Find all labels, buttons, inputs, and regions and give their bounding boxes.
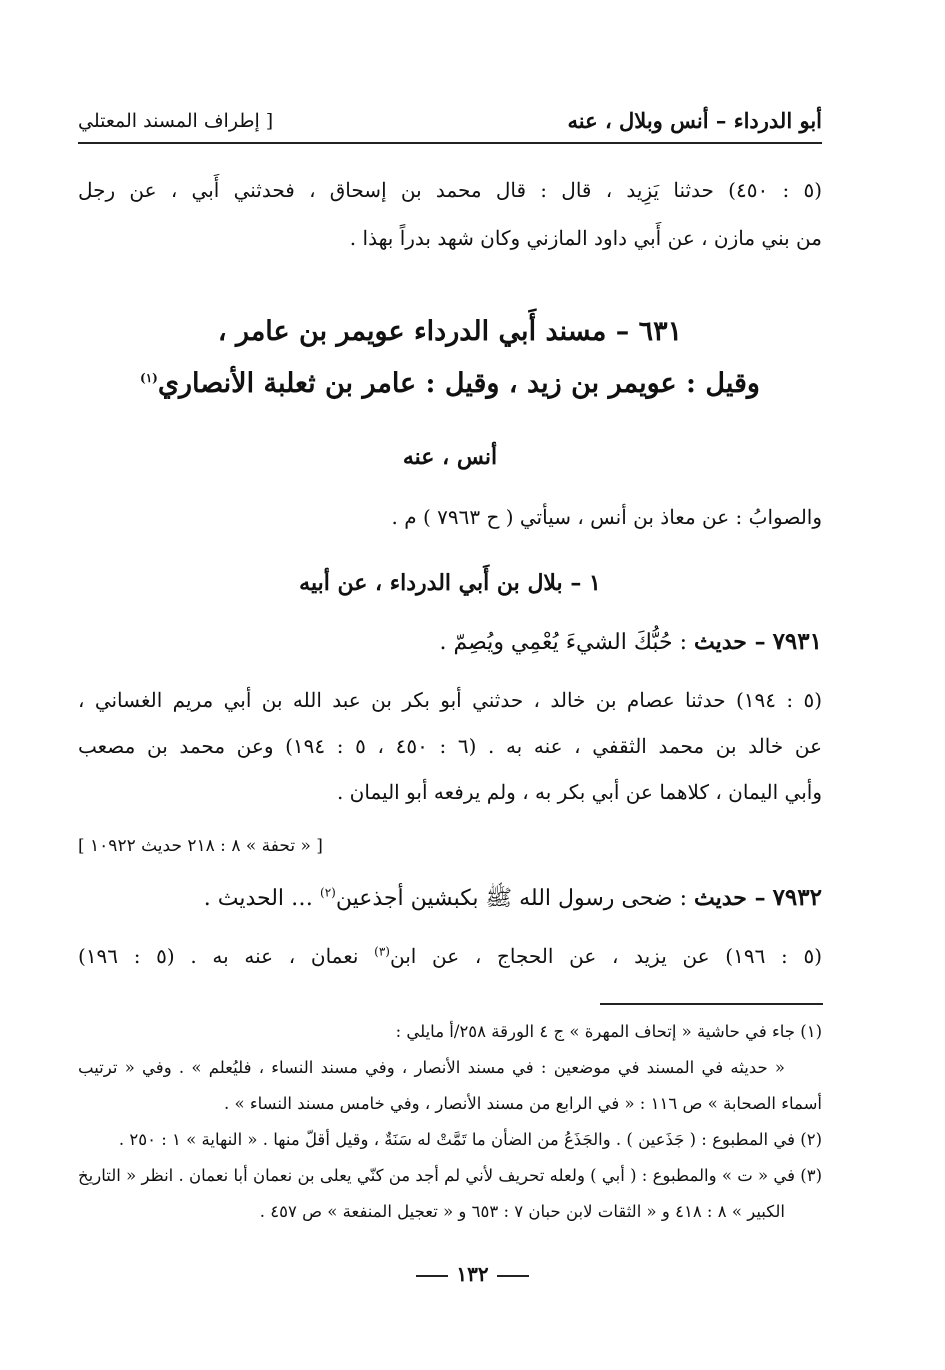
hadith-number: ٧٩٣٢: [772, 884, 822, 911]
musnad-title-text: وقيل : عويمر بن زيد ، وقيل : عامر بن ثعلبة الأنصاري: [157, 368, 760, 399]
footnote-1-line-2: « حديثه في المسند في موضعين : في مسند الأنصار ، وفي مسند النساء ، فليُعلم » . وفي « ترتيب: [78, 1058, 785, 1077]
hadith-7931-heading: [439, 628, 822, 655]
intro-line-1: (٥ : ٤٥٠) حدثنا يَزِيد ، قال : قال محمد بن إسحاق ، فحدثني أَبي ، عن رجل: [78, 178, 823, 202]
hadith-label: – حديث: [694, 885, 766, 911]
anas-correction-line: والصوابُ : عن معاذ بن أنس ، سيأتي ( ح ٧٩٦٣ ) م .: [391, 505, 822, 529]
footnote-marker-1[interactable]: (١): [140, 371, 158, 385]
hadith-text: : ضحى رسول الله ﷺ بكبشين أجذعين: [335, 886, 688, 911]
page-number-dash: [416, 1275, 448, 1277]
musnad-title-line-1: ٦٣١ – مسند أَبي الدرداء عويمر بن عامر ،: [217, 316, 683, 347]
intro-line-2: من بني مازن ، عن أَبي داود المازني وكان شهد بدراً بهذا .: [349, 226, 822, 250]
header-divider: [78, 142, 822, 144]
footnote-divider: [600, 1003, 823, 1005]
hadith-7931-line-1: (٥ : ١٩٤) حدثنا عصام بن خالد ، حدثني أبو بكر بن عبد الله بن أبي مريم الغساني ،: [78, 688, 822, 712]
chain-text: (٥ : ١٩٦) عن يزيد ، عن الحجاج ، عن ابن: [389, 944, 823, 968]
bilal-heading: ١ – بلال بن أَبي الدرداء ، عن أبيه: [299, 570, 601, 596]
page-number-dash: [497, 1275, 529, 1277]
running-header-book-title: [ إطراف المسند المعتلي: [78, 110, 274, 132]
footnote-marker-3[interactable]: (٣): [374, 944, 390, 959]
page-number: [0, 1262, 945, 1286]
footnote-marker-2[interactable]: (٢): [320, 885, 336, 900]
footnote-1-line-3: أسماء الصحابة » ص ١١٦ : « في الرابع من مسند الأنصار ، وفي خامس مسند النساء » .: [224, 1094, 822, 1113]
hadith-text-tail: … الحديث .: [203, 886, 314, 911]
hadith-7931-line-3: وأبي اليمان ، كلاهما عن أبي بكر به ، ولم يرفعه أبو اليمان .: [336, 780, 822, 804]
running-header-title: أبو الدرداء – أنس وبلال ، عنه: [567, 108, 822, 133]
footnote-2-line-1: (٢) في المطبوع : ( جَذَعين ) . والجَذَعُ من الضأن ما تَمَّتْ له سَنَةٌ ، وقيل أقلّ منها . « النهاية » ١ : ٢٥٠ .: [118, 1130, 822, 1149]
hadith-number: ٧٩٣١: [772, 628, 822, 655]
hadith-text: : حُبُّكَ الشيءَ يُعْمِي ويُصِمّ .: [439, 630, 688, 655]
tuhfa-reference: [ « تحفة » ٨ : ٢١٨ حديث ١٠٩٢٢ ]: [78, 836, 323, 856]
hadith-7931-line-2: عن خالد بن محمد الثقفي ، عنه به . (٦ : ٤٥٠ ، ٥ : ١٩٤) وعن محمد بن مصعب: [78, 734, 823, 758]
anas-heading: أنس ، عنه: [402, 444, 498, 470]
footnote-1-line-1: (١) جاء في حاشية « إتحاف المهرة » ج ٤ الورقة ٢٥٨/أ مايلي :: [395, 1022, 822, 1041]
hadith-label: – حديث: [694, 629, 766, 655]
musnad-title-line-2: [78, 368, 822, 399]
hadith-7932-line-1: [78, 944, 822, 968]
hadith-7932-heading: [204, 884, 822, 916]
chain-text-tail: نعمان ، عنه به . (٥ : ١٩٦): [78, 944, 375, 968]
footnote-3-line-2: الكبير » ٨ : ٤١٨ و « الثقات لابن حبان ٧ : ٦٥٣ و « تعجيل المنفعة » ص ٤٥٧ .: [259, 1202, 785, 1221]
footnote-3-line-1: (٣) في « ت » والمطبوع : ( أبي ) ولعله تحريف لأني لم أجد من كنّي يعلى بن نعمان أبا نعمان . انظر « التاريخ: [78, 1166, 822, 1185]
page-number-value: ١٣٢: [456, 1262, 489, 1286]
